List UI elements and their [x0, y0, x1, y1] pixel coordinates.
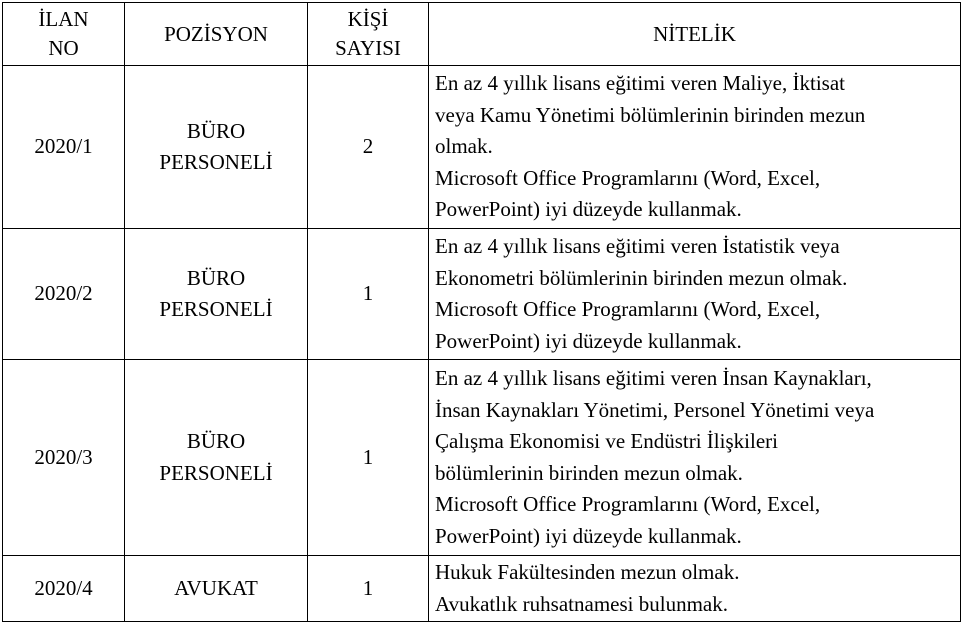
pozisyon-cell: [125, 360, 308, 556]
nitelik-line: İnsan Kaynakları Yönetimi, Personel Yönetimi veya: [435, 397, 875, 422]
ilan-no-cell: 2020/3: [3, 360, 125, 556]
table-row: [3, 360, 961, 556]
table-row: [3, 229, 961, 360]
kisi-sayisi-cell: 1: [308, 556, 429, 622]
nitelik-line: Microsoft Office Programlarını (Word, Excel,: [435, 492, 821, 516]
job-postings-table: [2, 2, 961, 622]
kisi-sayisi-cell: 1: [308, 360, 429, 556]
pozisyon-line: PERSONELİ: [159, 297, 273, 321]
table-row: [3, 556, 961, 622]
header-ilan-no-line: İLAN: [38, 7, 89, 31]
header-pozisyon: POZİSYON: [125, 3, 308, 66]
pozisyon-line: BÜRO: [186, 429, 246, 453]
nitelik-cell: [429, 229, 961, 360]
pozisyon-line: AVUKAT: [174, 575, 258, 600]
nitelik-line: En az 4 yıllık lisans eğitimi veren İstatistik veya: [435, 234, 840, 258]
table-row: [3, 66, 961, 229]
header-ilan-no-line: NO: [48, 36, 79, 60]
ilan-no-cell: 2020/4: [3, 556, 125, 622]
nitelik-cell: [429, 360, 961, 556]
header-ilan-no: [3, 3, 125, 66]
ilan-no-cell: 2020/2: [3, 229, 125, 360]
nitelik-line: Microsoft Office Programlarını (Word, Excel,: [435, 165, 821, 190]
nitelik-line: Ekonometri bölümlerinin birinden mezun olmak.: [435, 265, 848, 290]
header-kisi-sayisi-line: KİŞİ: [347, 7, 389, 31]
header-kisi-sayisi-line: SAYISI: [335, 36, 401, 60]
pozisyon-cell: [125, 229, 308, 360]
pozisyon-line: BÜRO: [186, 118, 246, 143]
nitelik-line: PowerPoint) iyi düzeyde kullanmak.: [435, 523, 742, 548]
pozisyon-cell: [125, 66, 308, 229]
nitelik-line: veya Kamu Yönetimi bölümlerinin birinden mezun: [435, 102, 866, 127]
nitelik-line: bölümlerinin birinden mezun olmak.: [435, 460, 743, 485]
nitelik-line: olmak.: [435, 134, 493, 159]
pozisyon-line: PERSONELİ: [159, 150, 273, 174]
nitelik-cell: [429, 66, 961, 229]
pozisyon-cell: [125, 556, 308, 622]
header-kisi-sayisi: [308, 3, 429, 66]
ilan-no-cell: 2020/1: [3, 66, 125, 229]
pozisyon-line: PERSONELİ: [159, 460, 273, 485]
kisi-sayisi-cell: 1: [308, 229, 429, 360]
nitelik-line: Microsoft Office Programlarını (Word, Excel,: [435, 297, 821, 321]
nitelik-cell: [429, 556, 961, 622]
header-row: [3, 3, 961, 66]
nitelik-line: PowerPoint) iyi düzeyde kullanmak.: [435, 328, 742, 353]
nitelik-line: En az 4 yıllık lisans eğitimi veren Maliye, İktisat: [435, 71, 845, 96]
header-nitelik: NİTELİK: [429, 3, 961, 66]
nitelik-line: En az 4 yıllık lisans eğitimi veren İnsan Kaynakları,: [435, 366, 872, 390]
nitelik-line: Avukatlık ruhsatnamesi bulunmak.: [435, 591, 728, 616]
nitelik-line: Hukuk Fakültesinden mezun olmak.: [435, 560, 740, 584]
nitelik-line: Çalışma Ekonomisi ve Endüstri İlişkileri: [435, 429, 778, 453]
kisi-sayisi-cell: 2: [308, 66, 429, 229]
pozisyon-line: BÜRO: [186, 265, 246, 290]
nitelik-line: PowerPoint) iyi düzeyde kullanmak.: [435, 197, 742, 222]
